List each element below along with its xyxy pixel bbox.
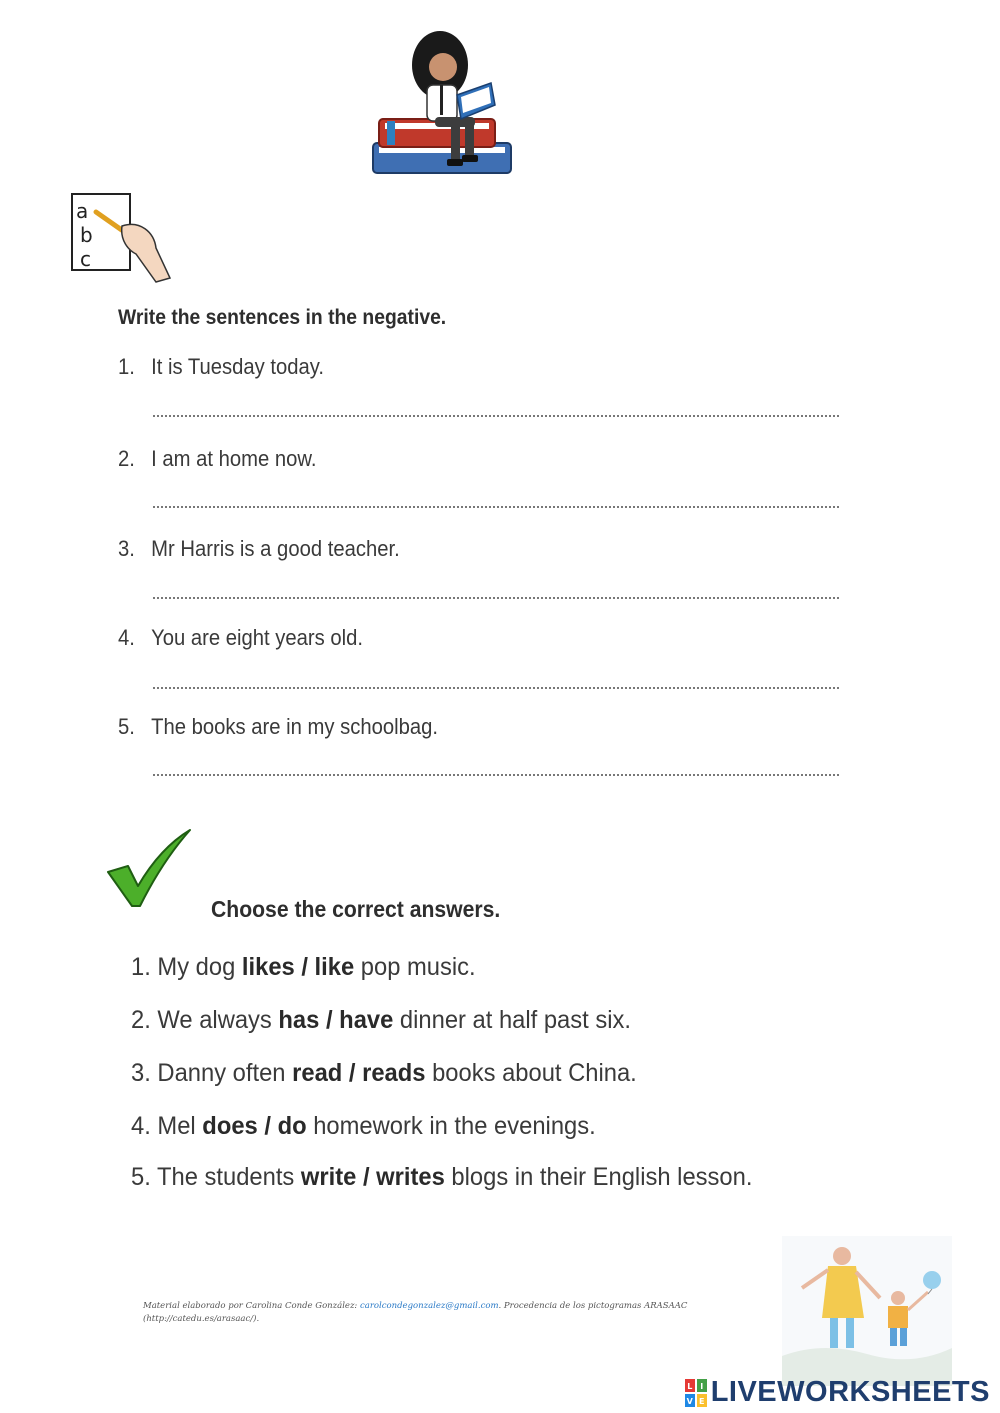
svg-text:L: L [686, 1382, 693, 1392]
liveworksheets-logo: L I V E LIVEWORKSHEETS [686, 1376, 990, 1408]
email-link[interactable]: carolcondegonzalez@gmail.com [360, 1301, 499, 1311]
mother-child-illustration [782, 1236, 952, 1386]
question-1: 1. My dog likes / like pop music. [131, 953, 476, 981]
svg-text:c: c [80, 247, 91, 271]
answer-line-1[interactable] [152, 415, 840, 417]
question-4: 4. Mel does / do homework in the evenings. [131, 1112, 596, 1140]
sentence-1: 1. It is Tuesday today. [118, 354, 325, 379]
sentence-3: 3. Mr Harris is a good teacher. [118, 536, 400, 561]
option-has[interactable]: has [278, 1006, 320, 1034]
question-3: 3. Danny often read / reads books about China. [131, 1059, 637, 1087]
liveworksheets-badge-icon [685, 1379, 707, 1407]
credit-text: Material elaborado por Carolina Conde González: carolcondegonzalez@gmail.com. Procedencia de los pictogramas ARASAAC (http://catedu.es/arasaac/). [143, 1301, 688, 1324]
writing-abc-icon [70, 192, 180, 284]
sentence-4: 4. You are eight years old. [118, 625, 364, 650]
answer-line-3[interactable] [152, 597, 840, 599]
sentence-5: 5. The books are in my schoolbag. [118, 714, 439, 739]
teacher-reading-illustration [365, 25, 515, 185]
option-read[interactable]: read [292, 1059, 343, 1087]
section1-title: Write the sentences in the negative. [118, 306, 447, 329]
sentence-2: 2. I am at home now. [118, 446, 317, 471]
answer-line-2[interactable] [152, 506, 840, 508]
question-2: 2. We always has / have dinner at half past six. [131, 1006, 631, 1034]
option-do[interactable]: do [277, 1112, 307, 1140]
answer-line-4[interactable] [152, 687, 840, 689]
svg-text:V: V [686, 1397, 694, 1407]
option-reads[interactable]: reads [362, 1059, 426, 1087]
option-writes[interactable]: writes [376, 1163, 445, 1191]
svg-text:E: E [698, 1397, 705, 1407]
svg-text:a: a [76, 199, 89, 223]
option-like[interactable]: like [314, 953, 355, 981]
section2-title: Choose the correct answers. [211, 896, 501, 922]
answer-line-5[interactable] [152, 774, 840, 776]
svg-text:b: b [80, 223, 93, 247]
svg-text:I: I [699, 1382, 704, 1392]
checkmark-icon [104, 826, 194, 910]
option-have[interactable]: have [339, 1006, 394, 1034]
option-likes[interactable]: likes [241, 953, 295, 981]
option-does[interactable]: does [202, 1112, 258, 1140]
option-write[interactable]: write [300, 1163, 357, 1191]
question-5: 5. The students write / writes blogs in their English lesson. [131, 1163, 753, 1191]
